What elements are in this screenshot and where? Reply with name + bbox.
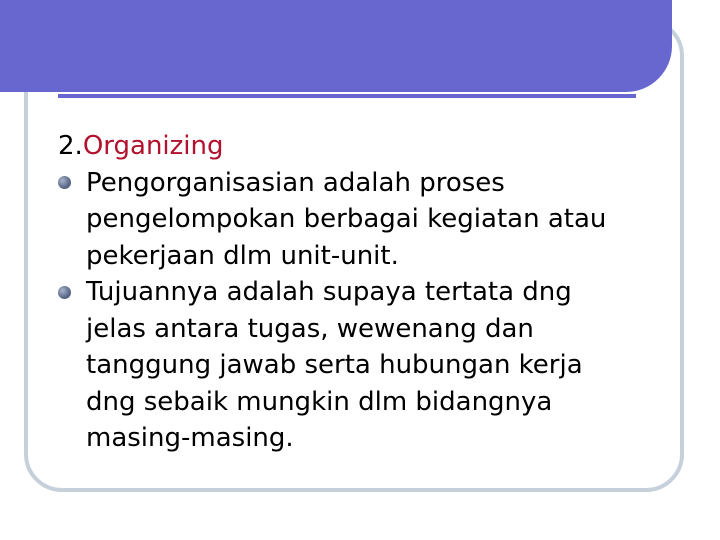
bullet-item-1 (58, 165, 668, 275)
bullet-line: pengelompokan berbagai kegiatan atau (86, 204, 607, 234)
bullet-line: pekerjaan dlm unit-unit. (86, 240, 399, 271)
slide-content (58, 128, 668, 457)
bullet-line: tanggung jawab serta hubungan kerja (86, 350, 583, 380)
bullet-icon (58, 274, 86, 311)
heading-number: 2. (58, 131, 83, 161)
header-bar (0, 0, 672, 92)
bullet-line: masing-masing. (86, 423, 294, 453)
header-divider (58, 94, 636, 98)
bullet-line: Pengorganisasian adalah proses (86, 167, 505, 198)
slide-heading (58, 128, 668, 165)
bullet-item-2 (58, 274, 668, 457)
bullet-text-1 (86, 165, 668, 275)
bullet-line: Tujuannya adalah supaya tertata dng (86, 277, 572, 307)
bullet-line: jelas antara tugas, wewenang dan (86, 313, 534, 344)
heading-title: Organizing (82, 131, 224, 161)
bullet-line: dng sebaik mungkin dlm bidangnya (86, 386, 553, 417)
bullet-text-2 (86, 274, 668, 457)
bullet-icon (58, 165, 86, 202)
